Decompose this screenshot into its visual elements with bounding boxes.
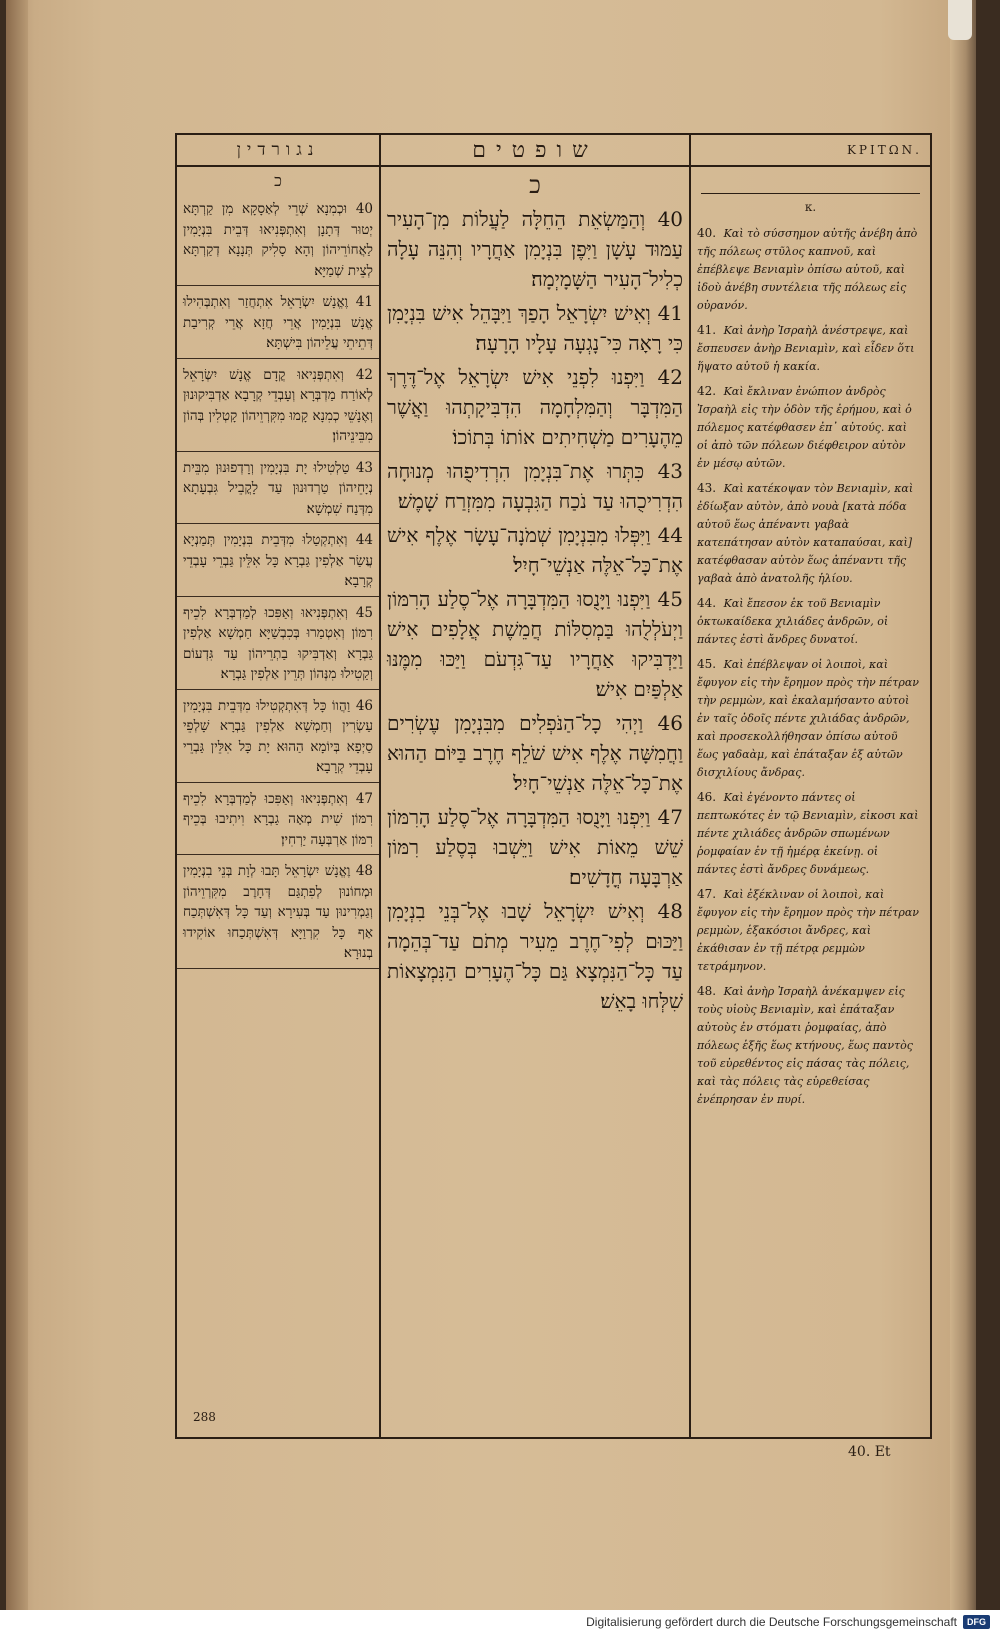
verse-text: Καὶ ἔκλιναν ἐνώπιον ἀνδρὸς Ἰσραὴλ εἰς τὴν ὁδὸν τῆς ἐρήμου, καὶ ὁ πόλεμος κατέφθασεν ἐπ᾽ αὐτούς. καὶ οἱ ἀπὸ τῶν πόλεων διέφθειρον αὐτὸν ἐν μέσῳ αὐτῶν. xyxy=(697,385,912,470)
hebrew-verses xyxy=(381,202,689,1018)
targum-verses xyxy=(177,193,379,969)
verse-text: Καὶ ἐγένοντο πάντες οἱ πεπτωκότες ἐν τῷ Βενιαμὶν, εἰκοσι καὶ πέντε χιλιάδες ἀνδρῶν σπωμένων ῥομφαίαν ἐν τῇ ἡμέρᾳ ἐκείνῃ. οἱ πάντες ἐστὶ ἄνδρες δυνάμεως. xyxy=(697,791,919,876)
verse-number: 41 xyxy=(657,301,684,325)
verse-block xyxy=(381,202,689,296)
verse-number: 47. xyxy=(697,887,717,901)
verse-block xyxy=(381,360,689,454)
hebrew-header: שופטים xyxy=(381,135,689,167)
catchword: 40. Et xyxy=(848,1444,891,1460)
verse-number: 48 xyxy=(355,863,374,879)
verse-block xyxy=(691,382,930,473)
verse-number: 48. xyxy=(697,984,717,998)
verse-number: 43. xyxy=(697,481,717,495)
verse-text: וְאִתְפְּנִיאוּ קֳדָם אֱנָשׁ יִשְׂרָאֵל לְאוֹרַח מַדְבְּרָא וְעָבְדֵי קְרָבָא אַדְבִּיקוּנוּן וְאֶנָשֵׁי כְמִנָא קָמוּ מִקִּרְוֵיהוֹן קָטְלִין בְּהוֹן מִבֵּינֵיהוֹן׃ xyxy=(183,366,373,444)
hebrew-column xyxy=(381,135,691,1437)
verse-number: 44 xyxy=(657,523,684,547)
verse-block xyxy=(381,296,689,360)
verse-number: 44 xyxy=(355,532,373,548)
verse-number: 42 xyxy=(657,365,683,389)
hebrew-chapter: כ xyxy=(529,171,541,199)
text-frame xyxy=(175,133,932,1439)
verse-block xyxy=(177,597,379,690)
verse-block xyxy=(177,452,379,525)
verse-text: טַלְטִילוּ יָת בִּנְיָמִין וְרָדְפוּנוּן מִבֵּית נְיָחֵיהוֹן טַרְדוּנוּן עַד לָקֳבֵיל גִּבְעָתָא מִדְּנַח שִׁמְשָׁא׃ xyxy=(183,459,373,517)
verse-block xyxy=(691,594,930,649)
verse-block xyxy=(381,582,689,706)
verse-text: וְהַמַּשְׂאֵת הֵחֵלָּה לַעֲלוֹת מִן־הָעִיר עַמּוּד עָשָׁן וַיִּפֶן בִּנְיָמִן אַחֲרָיו וְהִנֵּה עָלָה כְלִיל־הָעִיר הַשָּׁמָיְמָה׃ xyxy=(387,207,683,291)
verse-text: וְאִישׁ יִשְׂרָאֵל הָפַךְ וַיִּבָּהֵל אִישׁ בִּנְיָמִן כִּי רָאָה כִּי־נָגְעָה עָלָיו הָרָעָה׃ xyxy=(387,301,683,355)
verse-block xyxy=(381,706,689,800)
verse-text: וּכְמִנָא שְׁרֵי לְאַסָקָא מִן קַרְתָּא יְטוּר דְּתָנָן וְאִתְפְּנִיאוּ דְּבֵית בִּנְיָמִין לַאֲחוֹרֵיהוֹן וְהָא סָלִיק תְּנָנָא דְקַרְתָּא לְצֵית שְׁמַיָּא׃ xyxy=(183,201,373,279)
verse-text: Καὶ κατέκοψαν τὸν Βενιαμὶν, καὶ ἐδίωξαν αὐτὸν, ἀπὸ νουὰ [κατὰ πόδα αὐτοῦ ἕως ἀπέναντι γαβαὰ κατεπάτησαν αὐτὸν καταπαύσαι, καὶ] κατέφθασαν αὐτὸν ἕως ἀπέναντι τῆς γαβαὰ ἀπὸ ἀνατολῆς ἡλίου. xyxy=(697,482,914,585)
dfg-logo: DFG xyxy=(963,1615,990,1629)
verse-number: 45. xyxy=(697,657,717,671)
verse-text: Καὶ ἀνὴρ Ἰσραὴλ ἀνέστρεψε, καὶ ἔσπευσεν ἀνὴρ Βενιαμὶν, καὶ εἶδεν ὅτι ἥψατο αὐτοῦ ἡ κακία. xyxy=(697,324,915,373)
verse-block xyxy=(691,655,930,782)
verse-text: וְאִישׁ יִשְׂרָאֵל שָׁבוּ אֶל־בְּנֵי בִנְיָמִן וַיַּכּוּם לְפִי־חֶרֶב מֵעִיר מְתֹם עַד־בְּהֵמָה עַד כָּל־הַנִּמְצָא גַּם כָּל־הֶעָרִים הַנִּמְצָאוֹת שִׁלְּחוּ בָאֵשׁ׃ xyxy=(387,899,683,1013)
verse-number: 46 xyxy=(355,697,374,714)
digitization-banner xyxy=(0,1610,1000,1634)
verse-text: וַיִּפְנוּ וַיָּנֻסוּ הַמִּדְבָּרָה אֶל־סֶלַע הָרִמּוֹן שֵׁשׁ מֵאוֹת אִישׁ וַיֵּשְׁבוּ בְּסֶלַע רִמּוֹן אַרְבָּעָה חֳדָשִׁים׃ xyxy=(387,805,683,889)
targum-chapter: כ xyxy=(274,171,282,190)
verse-number: 40 xyxy=(355,201,373,217)
verse-text: Καὶ ἐξέκλιναν οἱ λοιποὶ, καὶ ἔφυγον εἰς τὴν ἔρημον πρὸς τὴν πέτραν ρεμμὼν, ἑξακόσιοι ἄνδρες, καὶ ἐκάθισαν ἐν τῇ πέτρᾳ ρεμμὼν τετράμηνον. xyxy=(697,888,919,973)
verse-number: 42. xyxy=(697,384,717,398)
verse-number: 40. xyxy=(697,226,717,240)
verse-number: 46. xyxy=(697,790,717,804)
verse-number: 44. xyxy=(697,596,717,610)
verse-block xyxy=(691,479,930,588)
verse-text: Καὶ ἀνὴρ Ἰσραὴλ ἀνέκαμψεν εἰς τοὺς υἱοὺς Βενιαμὶν, καὶ ἐπάταξαν αὐτοὺς ἐν στόματι ῥομφαίας, ἀπὸ πόλεως ἑξῆς ἕως κτήνους, ἕως παντὸς τοῦ εὑρεθέντος εἰς πάσας τὰς πόλεις, καὶ τὰς πόλεις τὰς εὑρεθείσας ἐνέπρησαν ἐν πυρί. xyxy=(697,985,913,1106)
verse-number: 45 xyxy=(355,604,373,621)
greek-chapter: κ. xyxy=(701,193,920,214)
verse-text: וַיְהִי כָל־הַנֹּפְלִים מִבִּנְיָמִן עֶשְׂרִים וַחֲמִשָּׁה אֶלֶף אִישׁ שֹׁלֵף חֶרֶב בַּיּוֹם הַהוּא אֶת־כָּל־אֵלֶּה אַנְשֵׁי־חָיִל׃ xyxy=(387,711,683,795)
targum-header: נגורדין xyxy=(177,135,379,167)
greek-verses xyxy=(691,224,930,1109)
clip xyxy=(948,0,972,40)
verse-block xyxy=(381,800,689,894)
verse-block xyxy=(691,982,930,1109)
book-spine xyxy=(6,0,28,1610)
verse-number: 43 xyxy=(657,459,684,483)
verse-number: 46 xyxy=(657,711,683,735)
verse-block xyxy=(177,783,379,856)
page-number: 288 xyxy=(193,1410,216,1424)
targum-column xyxy=(177,135,381,1437)
verse-text: Καὶ ἐπέβλεψαν οἱ λοιποὶ, καὶ ἔφυγον εἰς τὴν ἔρημον πρὸς τὴν πέτραν τὴν ρεμμὼν, καὶ ἐκαλαμήσαντο αὐτοὶ ἐν ταῖς ὁδοῖς πέντε χιλιάδας ἀνδρῶν, καὶ προσεκολλήθησαν ὀπίσω αὐτοῦ ἕως γαδαὰμ, καὶ ἐπάταξαν ἐξ αὐτῶν δισχιλίους ἄνδρας. xyxy=(697,658,919,779)
verse-number: 45 xyxy=(657,587,683,611)
verse-block xyxy=(177,524,379,597)
verse-text: Καὶ τὸ σύσσημον αὐτῆς ἀνέβη ἀπὸ τῆς πόλεως στῦλος καπνοῦ, καὶ ἐπέβλεψε Βενιαμὶν ὀπίσω αὐτοῦ, καὶ ἰδοὺ ἀνέβη συντέλεια τῆς πόλεως εἰς οὐρανόν. xyxy=(697,227,918,312)
page-edge xyxy=(950,0,976,1610)
verse-text: וְאִתְקְטַלוּ מִדְּבֵית בִּנְיָמִין תְּמַנְיָא עֲשַׂר אַלְפִין גַּבְרָא כָּל אִלֵּין גַּבְרֵי עָבְדֵי קְרָבָא׃ xyxy=(183,532,373,589)
verse-number: 47 xyxy=(355,790,373,807)
verse-number: 41 xyxy=(355,294,373,310)
verse-number: 41. xyxy=(697,323,717,337)
verse-block xyxy=(177,286,379,359)
verse-text: וַיִּפְנוּ לִפְנֵי אִישׁ יִשְׂרָאֵל אֶל־דֶּרֶךְ הַמִּדְבָּר וְהַמִּלְחָמָה הִדְבִּיקָתְהוּ וַאֲשֶׁר מֵהֶעָרִים מַשְׁחִיתִים אוֹתוֹ בְּתוֹכוֹ׃ xyxy=(387,365,683,449)
verse-block xyxy=(177,193,379,286)
verse-text: וֶאֱנָשׁ יִשְׂרָאֵל תָּבוּ לְוָת בְּנֵי בִנְיָמִין וּמְחוֹנוּן לְפִתְגַּם דְּחָרֶב מִקִּרְוֵיהוֹן וְגַמְרִינוּן עַד בְּעִירָא וְעַד כָּל דְּאִשְׁתְּכַח אַף כָּל קִרְוַיָּא דְּאִשְׁתְּכַחוּ אוֹקִידוּ בְנוּרָא׃ xyxy=(183,863,373,961)
verse-number: 48 xyxy=(657,899,683,923)
verse-number: 42 xyxy=(355,366,373,383)
verse-block xyxy=(381,518,689,582)
verse-number: 40 xyxy=(657,207,684,231)
verse-number: 47 xyxy=(657,805,683,829)
verse-text: וְאִתְפְּנִיאוּ וְאַפִּכוּ לְמַדְבְּרָא לִכֵיף רִמּוֹן שִׁית מְאָה גַבְרָא וִיתִיבוּ בְּכֵיף רִמּוֹן אַרְבְּעָה יַרְחִין׃ xyxy=(183,790,373,848)
verse-block xyxy=(381,454,689,518)
verse-text: וְאִתְפְּנִיאוּ וְאַפִּכוּ לְמַדְבְּרָא לִכֵיף רִמּוֹן וְאִטְמַרוּ בְּכִבְשַׁיָּא חַמְשָׁא אַלְפִין גַּבְרָא וְאַדְבִּיקוּ בַתְרֵיהוֹן עַד גִּדְעוֹם וְקַטִילוּ מִנְּהוֹן תְּרֵין אַלְפִין גַּבְרָא׃ xyxy=(183,604,373,682)
verse-block xyxy=(691,321,930,376)
verse-text: כִּתְּרוּ אֶת־בִּנְיָמִן הִרְדִיפֻהוּ מְנוּחָה הִדְרִיכֻהוּ עַד נֹכַח הַגִּבְעָה מִמִּזְרַח שָׁמֶשׁ׃ xyxy=(387,459,683,513)
digitization-note: Digitalisierung gefördert durch die Deutsche Forschungsgemeinschaft xyxy=(586,1615,957,1629)
greek-header: ΚΡΙΤΩΝ. xyxy=(691,135,930,167)
verse-block xyxy=(177,855,379,969)
verse-block xyxy=(691,788,930,879)
verse-text: וַיִּפְּלוּ מִבִּנְיָמִן שְׁמֹנָה־עָשָׂר אֶלֶף אִישׁ אֶת־כָּל־אֵלֶּה אַנְשֵׁי־חָיִל׃ xyxy=(387,523,683,577)
greek-column xyxy=(691,135,930,1437)
verse-text: וַיִּפְנוּ וַיָּנֻסוּ הַמִּדְבָּרָה אֶל־סֶלַע הָרִמּוֹן וַיְעֹלְלֻהוּ בַּמְסִלּוֹת חֲמֵשֶׁת אֲלָפִים אִישׁ וַיַּדְבִּיקוּ אַחֲרָיו עַד־גִּדְעֹם וַיַּכּוּ מִמֶּנּוּ אַלְפַּיִם אִישׁ׃ xyxy=(387,587,683,701)
verse-block xyxy=(691,224,930,315)
verse-text: Καὶ ἔπεσον ἐκ τοῦ Βενιαμὶν ὀκτωκαίδεκα χιλιάδες ἀνδρῶν, οἱ πάντες ἐστὶ ἄνδρες δυνατοί. xyxy=(697,597,889,646)
verse-number: 43 xyxy=(355,459,373,476)
verse-block xyxy=(177,359,379,452)
verse-block xyxy=(381,894,689,1018)
verse-block xyxy=(691,885,930,976)
verse-text: וַהֲווֹ כָּל דְּאִתְקְטִילוּ מִדְּבֵית בִּנְיָמִין עַשְׂרִין וְחַמְשָׁא אַלְפִין גַּבְרָא שָׁלְפֵי סַיְפָא בְּיוֹמָא הַהוּא יָת כָּל אִלֵּין גַּבְרֵי עָבְדֵי קְרָבָא׃ xyxy=(183,697,373,775)
verse-text: וֶאֱנָשׁ יִשְׂרָאֵל אִתְחֲזַר וְאִתְבְּהִילוּ אֱנָשׁ בִּנְיָמִין אֲרֵי חֲזָא אֲרֵי קְרִיבַת דְּתֵיתֵי עֲלֵיהוֹן בִּישְׁתָּא׃ xyxy=(183,294,373,351)
verse-block xyxy=(177,690,379,783)
